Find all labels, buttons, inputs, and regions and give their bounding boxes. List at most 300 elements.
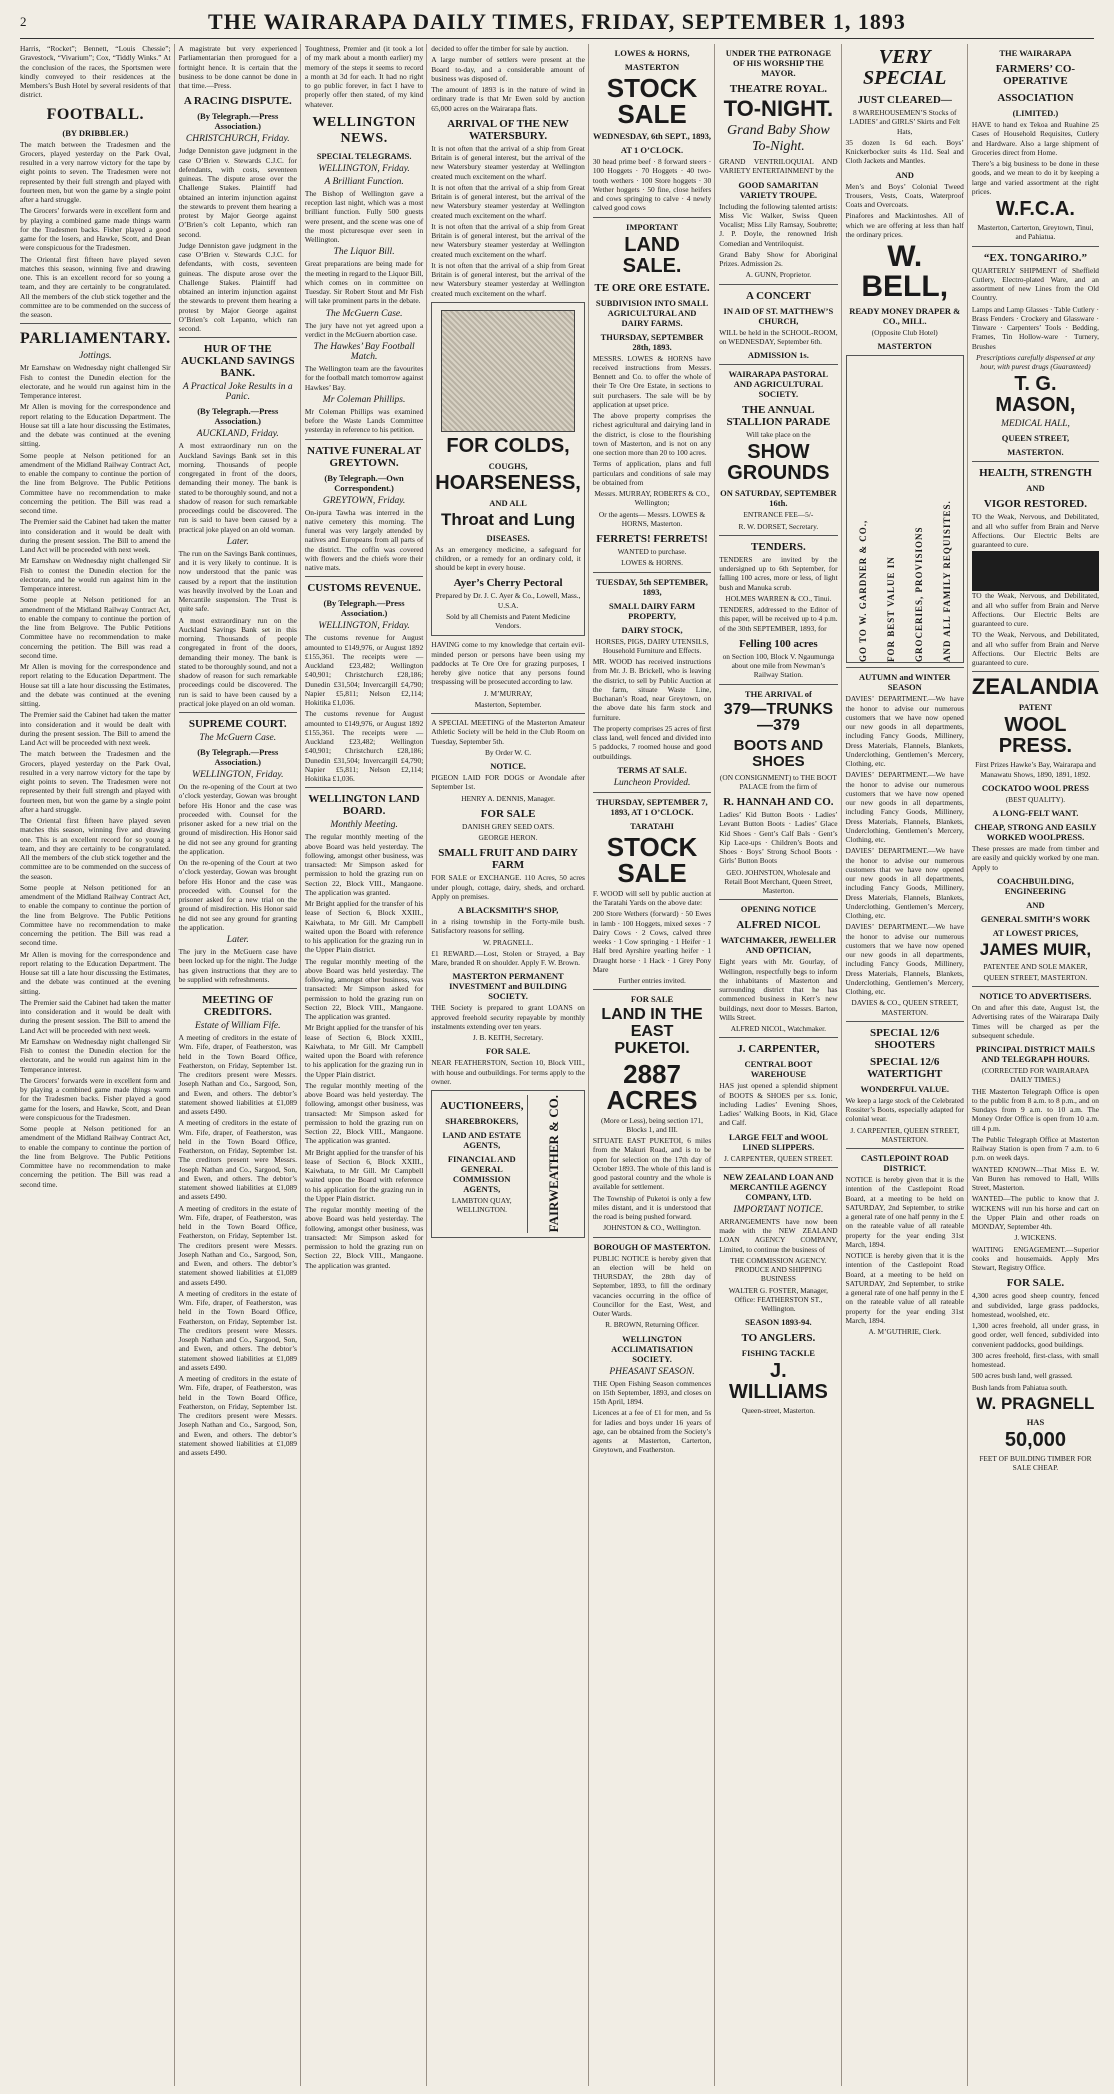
nicol-paragraph: Eight years with Mr. Gourlay, of Wellington, respectfully begs to inform the inhabitants of Masterton and surrounding district that he has commenced business in Kerr’s new buildings, next door to Messrs. Barton, Wills Street. — [719, 957, 838, 1022]
for-sale-heading: FOR SALE. — [485, 1046, 531, 1057]
news-paragraph: Mr Coleman Phillips was examined before the Waste Lands Committee yesterday in reference to his petition. — [304, 406, 424, 435]
concert-sub: IN AID OF ST. MATTHEW’S CHURCH, — [723, 305, 834, 326]
building-society-heading: MASTERTON PERMANENT INVESTMENT and BUILDING SOCIETY. — [449, 971, 568, 1002]
blacksmith-signature: W. PRAGNELL. — [482, 937, 534, 947]
subdivision-label: SUBDIVISION INTO SMALL AGRICULTURAL AND DAIRY FARMS. — [595, 297, 709, 328]
land-board-paragraph: The regular monthly meeting of the above Board was held yesterday. The following, amongst other business, was transacted: Mr Simpson asked for permission to hold the grazing run on Section 22, Block VIII., Mangaone. The application was granted. — [304, 1205, 424, 1270]
wanted-notice: WANTED—The public to know that J. WICKENS will run his horse and cart on the Upper Plain and other roads on MONDAY, September 4th. — [971, 1194, 1099, 1232]
wfca-paragraph: There’s a big business to be done in these goods, and we mean to do it by keeping a large and varied assortment at the right prices. — [971, 159, 1099, 196]
wanted-signature: J. WICKENS. — [1014, 1233, 1057, 1243]
borough-signature: R. BROWN, Returning Officer. — [605, 1320, 699, 1330]
wfca-paragraph: HAVE to hand ex Tekoa and Ruahine 25 Cases of Household Requisites, Cutlery and Hardware. Also a large shipment of Groceries direct from Home. — [971, 120, 1099, 157]
mails-heading: PRINCIPAL DISTRICT MAILS AND TELEGRAPH HOURS. — [975, 1044, 1096, 1065]
tenders-signature: HOLMES WARREN & CO., Tinui. — [725, 593, 832, 603]
gardner-advertisement — [846, 355, 964, 663]
parliamentary-paragraph: Mr Allen is moving for the correspondence and report relating to the Education Department. The House sat till a late hour discussing the Estimates, and the debate was continued at the evening sitting. — [20, 949, 171, 996]
divider — [719, 684, 837, 685]
divider — [972, 986, 1099, 987]
tongariro-paragraph: QUARTERLY SHIPMENT of Sheffield Cutlery, Electro-plated Ware, and an assortment of new Lines from the Old Country. — [971, 265, 1099, 303]
racing-paragraph: Judge Denniston gave judgment in the case O’Brien v. Stewards C.J.C. for defendants, with costs, seventeen guineas. The dispute arose over the Challenge Stakes. Plaintiff had obtained an interim injunction against the stewards to prevent them hearing a protest by Major George against O’Brien’s colt Lepanto, which ran second. — [178, 146, 297, 239]
column-5 — [593, 44, 715, 2086]
timber-amount: 50,000 — [1004, 1428, 1067, 1451]
pigeon-signature: HENRY A. DENNIS, Manager. — [461, 793, 555, 803]
wfca-subheading: FARMERS’ CO-OPERATIVE — [995, 63, 1076, 87]
nicol-signature: ALFRED NICOL, Watchmaker. — [730, 1024, 827, 1034]
creditors-paragraph: A meeting of creditors in the estate of Wm. Fife, draper, of Featherston, was held in the Town Board Office, Featherston, on Friday, September 1st. The creditors present were Messrs. Joseph Nathan and Co., Sargood, Son, and Ewen, and others. The debtor’s statement showed liabilities at £1,089 and assets £490. — [178, 1033, 297, 1116]
dairy-sale-paragraph: MR. WOOD has received instructions from Mr. J. B. Brickell, who is leaving the district, to sell by Public Auction at the farm, situate Waste Line, Buchanan’s Road, near Greytown, on the above date his farm stock and furniture. — [592, 657, 712, 722]
auctioneers-advertisement — [431, 1090, 585, 1238]
savings-bank-paragraph: A most extraordinary run on the Auckland Savings Bank set in this morning. Thousands of people congregated in front of the doors, demanding their money. The bank is stated to be thoroughly sound, and not a shadow of reason for such remarkable proceedings could be discovered. The run is said to have been caused by a practical joke played on an old woman. — [178, 441, 297, 534]
taratahi-stock-sale: STOCK SALE — [606, 831, 698, 888]
divider — [846, 667, 964, 668]
trespass-notice: HAVING come to my knowledge that certain evil-minded person or persons have been using my paddocks at Te Ore Ore for grazing purposes, I hereby give notice that any persons found trespassing will be prosecuted according to law. — [431, 640, 585, 687]
signature-plate — [972, 551, 1099, 591]
mason-name: T. G. MASON, — [995, 373, 1076, 417]
building-society-signature: J. B. KEITH, Secretary. — [472, 1033, 544, 1043]
divider — [972, 246, 1099, 247]
parliamentary-paragraph: Some people at Nelson petitioned for an amendment of the Midland Railway Contract Act, to enable the company to continue the portion of the line from Belgrove. The Public Petitions Committee have no recommendation to make concerning the petition. The Bill was read a second time. — [20, 595, 171, 660]
taratahi-paragraph: F. WOOD will sell by public auction at the Taratahi Yards on the above date: — [592, 888, 712, 907]
page-number: 2 — [20, 14, 27, 29]
puketoi-heading: LAND IN THE EAST PUKETOI. — [601, 1006, 703, 1057]
acclimatisation-paragraph: Licences at a fee of £1 for men, and 5s for ladies and boys under 16 years of age, can be obtained from the Society’s agents at Masterton, Carterton, Greytown, and Featherston. — [592, 1408, 712, 1455]
show-date: ON SATURDAY, SEPTEMBER 16th. — [720, 488, 837, 509]
column-lead: decided to offer the timber for sale by auction. — [431, 44, 569, 53]
trespass-place: Masterton, September. — [474, 699, 542, 709]
board-paragraph: A large number of settlers were present at the Board to-day, and a considerable amount of business was disposed of. — [431, 55, 585, 83]
divider — [719, 284, 837, 285]
land-board-paragraph: The regular monthly meeting of the above Board was held yesterday. The following, amongst other business, was transacted: Mr Simpson asked for permission to hold the grazing run on Section 22, Block VIII., Mangaone. The application was granted. — [304, 832, 424, 897]
divider — [593, 572, 711, 573]
column-4 — [431, 44, 589, 2086]
parliamentary-paragraph: Mr Allen is moving for the correspondence and report relating to the Education Department. The House sat till a late hour discussing the Estimates, and the debate was continued at the evening sitting. — [20, 662, 171, 708]
has-label: HAS — [1026, 1416, 1045, 1427]
and-label: AND — [895, 169, 914, 180]
concert-heading: A CONCERT — [746, 289, 811, 302]
williams-address: Queen-street, Masterton. — [741, 1406, 815, 1416]
customs-paragraph: The customs revenue for August amounted to £149,976, or August 1892 £155,361. The receipts were — Auckland £23,482; Wellington £40,901; Christchurch £28,186; Dunedin £31,504; Invercargill £4,790; Napier £5,811; Nelson £2,114; Hokitika £1,036. — [304, 709, 424, 783]
general-smith-heading: GENERAL SMITH’S WORK — [980, 913, 1091, 924]
tongariro-list: Lamps and Lamp Glasses · Table Cutlery · Brass Fenders · Crockery and Glassware · Tinware · Carpenters’ Tools · Bedding, Frames, Tin Hollow-ware · Turnery, Brushes — [971, 304, 1099, 351]
liquor-bill-heading: The Liquor Bill. — [333, 247, 395, 258]
patronage-label: UNDER THE PATRONAGE OF HIS WORSHIP THE MAYOR. — [725, 48, 832, 78]
divider — [593, 989, 711, 990]
board-paragraph: The amount of 1893 is in the nature of wind in ordinary trade is that Mr Ewen sold by auction 65,000 acres on the Wairarapa flats. — [431, 85, 585, 113]
muir-address: QUEEN STREET, MASTERTON. — [983, 972, 1088, 982]
advert-throat-lung: Throat and Lung — [441, 509, 576, 529]
baby-show-heading: Grand Baby Show To-Night. — [727, 123, 830, 154]
and-label: AND — [1026, 483, 1045, 494]
savings-bank-paragraph: The run on the Savings Bank continues, and it is very likely to continue. It is now understood that the panic was caused by a report that the institution was heavily involved by the Loan and Mercantile suspension. The Trust is quite safe. — [178, 548, 297, 614]
divider — [593, 217, 711, 218]
long-felt-want: A LONG-FELT WANT. — [992, 808, 1079, 818]
very-special-heading: VERY SPECIAL — [863, 46, 947, 89]
mason-town: MASTERTON. — [1007, 447, 1064, 458]
for-sale-item: 4,300 acres good sheep country, fenced and subdivided, large grass paddocks, homestead, woolshed, etc. — [971, 1291, 1099, 1319]
wonder-paragraph: We keep a large stock of the Celebrated Rossiter’s Boots, especially adapted for colonial wear. — [845, 1095, 964, 1124]
wfca-limited: (LIMITED.) — [1012, 108, 1059, 118]
cheap-press-heading: CHEAP, STRONG AND EASILY WORKED WOOLPRESS. — [974, 822, 1097, 842]
hannah-name: R. HANNAH AND CO. — [723, 796, 834, 809]
show-grounds-heading: SHOW GROUNDS — [727, 441, 830, 485]
acres-heading: 2887 ACRES — [606, 1058, 698, 1115]
later-label: Later. — [226, 536, 249, 547]
supreme-court-paragraph: On the re-opening of the Court at two o’clock yesterday, Gowan was brought before His Honor and the case was proceeded with. Counsel for the prisoner asked for a new trial on the ground of misdirection. His Honor said he did not see any ground for granting the application. — [178, 782, 297, 856]
land-sale-date: THURSDAY, SEPTEMBER 28th, 1893. — [600, 331, 704, 352]
health-heading: HEALTH, STRENGTH — [979, 467, 1092, 480]
creditors-paragraph: A meeting of creditors in the estate of Wm. Fife, draper, of Featherston, was held in the Town Board Office, Featherston, on Friday, September 1st. The creditors present were Messrs. Joseph Nathan and Co., Sargood, Son, and Ewen, and others. The debtor’s statement showed liabilities at £1,089 and assets £490. — [178, 1374, 297, 1457]
wfca-heading: THE WAIRARAPA — [999, 48, 1072, 58]
creditors-paragraph: A meeting of creditors in the estate of Wm. Fife, draper, of Featherston, was held in the Town Board Office, Featherston, on Friday, September 1st. The creditors present were Messrs. Joseph Nathan and Co., Sargood, Son, and Ewen, and others. The debtor’s statement showed liabilities at £1,089 and assets £490. — [178, 1203, 297, 1287]
borough-paragraph: PUBLIC NOTICE is hereby given that an election will be held on THURSDAY, the 28th day of September, 1893, to fill the ordinary vacancies occurring in the office of Councillor for the East, West, and Outer Wards. — [592, 1253, 712, 1319]
funeral-byline: (By Telegraph.—Own Correspondent.) — [324, 472, 404, 493]
stock-sale-time: AT 1 O’CLOCK. — [620, 145, 684, 155]
williams-name: J. WILLIAMS — [728, 1360, 828, 1404]
column-lead: Harris, “Rocket”; Bennett, “Louis Chessie”; Gravestock, “Vivarium”; Cox, “Tiddly Winks.” At the conclusion of the races, the Sportsmen were kindly conveyed to their residences at the Members’s Bush Hotel by several residents of that district. — [20, 44, 171, 100]
parliamentary-paragraph: Mr Earnshaw on Wednesday night challenged Sir Fish to contest the Dunedin election for the electorate, and he would run against him in the Temperance interest. — [20, 1036, 171, 1074]
acres-signature: JOHNSTON & CO., Wellington. — [603, 1223, 701, 1233]
column-3 — [305, 44, 427, 2086]
parliamentary-paragraph: Mr Earnshaw on Wednesday night challenged Sir Fish to contest the Dunedin election for the electorate, and he would run against him in the Temperance interest. — [20, 556, 171, 593]
felling-heading: Felling 100 acres — [739, 637, 818, 650]
savings-bank-byline: (By Telegraph.—Press Association.) — [197, 406, 279, 427]
dairy-sale-date: TUESDAY, 5th SEPTEMBER, 1893, — [596, 576, 708, 597]
land-sale-paragraph: Terms of application, plans and full particulars and conditions of sale may be obtained from — [592, 459, 712, 487]
medical-hall: MEDICAL HALL, — [1000, 419, 1070, 430]
auctioneers-name: FAIRWEATHER & CO. — [546, 1095, 562, 1233]
vigor-paragraph: TO the Weak, Nervous, and Debilitated, and all who suffer from Brain and Nerve Affections. Our Electric Belts are guaranteed to cure. — [971, 630, 1099, 667]
supreme-court-place: WELLINGTON, Friday. — [192, 770, 284, 780]
just-cleared: JUST CLEARED— — [857, 94, 952, 106]
concert-paragraph: Grand Baby Show for Aboriginal Prizes. Admission 2s. — [719, 249, 838, 268]
advert-note: Sold by all Chemists and Patent Medicine Vendors. — [446, 611, 571, 631]
opening-notice: OPENING NOTICE — [740, 904, 817, 915]
stallion-parade-heading: THE ANNUAL STALLION PARADE — [726, 404, 831, 428]
wonderful-value: WONDERFUL VALUE. — [860, 1083, 949, 1094]
native-funeral-heading: NATIVE FUNERAL AT GREYTOWN. — [307, 444, 422, 469]
advert-copy: As an emergency medicine, a safeguard for children, or a remedy for an ordinary cold, it should be kept in every house. — [435, 544, 581, 573]
coleman-heading: Mr Coleman Phillips. — [322, 394, 406, 405]
divider — [179, 337, 297, 338]
column-1 — [20, 44, 175, 2086]
parliamentary-paragraph: The Premier said the Cabinet had taken the matter into consideration and it would be dealt with during the present session. The Bill to amend the Land Act will be proceeded with next week. — [20, 997, 171, 1035]
special-meeting-notice: A SPECIAL MEETING of the Masterton Amateur Athletic Society will be held in the Club Room on Tuesday, September 5th. — [431, 718, 585, 746]
divider — [719, 535, 837, 536]
customs-place: WELLINGTON, Friday. — [318, 621, 410, 632]
customs-paragraph: The customs revenue for August amounted to £149,976, or August 1892 £155,361. The receipts were — Auckland £23,482; Wellington £40,901; Christchurch £28,186; Dunedin £31,504; Invercargill £4,790; Napier £5,811; Nelson £2,114; Hokitika £1,036. — [304, 633, 424, 707]
show-signature: R. W. DORSET, Secretary. — [738, 521, 819, 531]
boots-heading: BOOTS AND SHOES — [733, 737, 824, 770]
for-sale-heading: FOR SALE — [630, 994, 674, 1005]
supreme-court-heading: SUPREME COURT. — [188, 718, 287, 730]
news-paragraph: The Wellington team are the favourites for the football match tomorrow against Hawkes’ Bay. — [304, 364, 424, 392]
carpenter-paragraph: HAS just opened a splendid shipment of BOOTS & SHOES per s.s. Ionic, including Ladies’ Evening Shoes, Ladies’ Walking Boots, in Kid, Glace and Calf. — [719, 1081, 838, 1128]
gardner-line: GROCERIES, PROVISIONS — [913, 526, 924, 663]
parliamentary-paragraph: Some people at Nelson petitioned for an amendment of the Midland Railway Contract Act, to enable the company to continue the portion of the line from Belgrove. The Public Petitions Committee have no recommendation to make concerning the petition. The Bill was read a second time. — [20, 882, 171, 948]
divider — [972, 671, 1099, 672]
notice-heading: NOTICE. — [490, 761, 526, 772]
land-sale-paragraph: The above property comprises the richest agricultural and dairying land in the district, is close to the flourishing town of Masterton, and is not on any one section more than 20 to 100 acres. — [592, 411, 712, 457]
bell-sub: READY MONEY DRAPER & CO., MILL. — [849, 306, 961, 326]
patent-label: PATENT — [1018, 702, 1053, 713]
football-heading: FOOTBALL. — [46, 105, 144, 123]
loan-company-signature: WALTER G. FOSTER, Manager, Office: FEATHERSTON ST., Wellington. — [728, 1285, 828, 1314]
arrival-heading: ARRIVAL OF THE NEW WATERSBURY. — [447, 117, 569, 142]
special-watertight: SPECIAL 12/6 WATERTIGHT — [867, 1055, 943, 1080]
and-label: AND — [1026, 899, 1045, 910]
advert-colds-heading: FOR COLDS, — [446, 434, 570, 457]
cleared-paragraph: Pinafores and Mackintoshes. All of which we are offering at less than half the ordinary prices. — [845, 211, 964, 239]
football-paragraph: The Oriental first fifteen have played seven matches this season, winning five and drawing one. This is an excellent record for so young a team, and they are certainly to be congratulated. All the members of the club stick together and the committee are to be commended on the success of the season. — [20, 254, 171, 319]
football-paragraph: The match between the Tradesmen and the Grocers, played yesterday on the Park Oval, resulted in a very narrow victory for the tape by eight points to seven. The Tradesmen were not represented by their full strength and played with fourteen men, but won the game by a single point after a hard struggle. — [20, 139, 171, 204]
lowest-prices: AT LOWEST PRICES, — [992, 927, 1079, 938]
winter-season-heading: AUTUMN and WINTER SEASON — [858, 672, 951, 693]
football-paragraph: The Oriental first fifteen have played seven matches this season, winning five and drawing one. This is an excellent record for so young a team, and they are certainly to be congratulated. All the members of the club stick together and the committee are to be commended on the success of the season. — [20, 816, 171, 881]
building-society-paragraph: THE Society is prepared to grant LOANS on approved freehold security repayable by monthly instalments extending over ten years. — [431, 1003, 585, 1031]
later-label: Later. — [226, 935, 249, 945]
advertisers-paragraph: On and after this date, August 1st, the Advertising rates of the Wairarapa Daily Times will be charged as per the subsequent schedule. — [971, 1003, 1099, 1040]
mason-street: QUEEN STREET, — [1001, 433, 1070, 444]
arrival-paragraph: It is not often that the arrival of a ship from Great Britain is of general interest, but the arrival of the new Watersbury steamer yesterday at Wellington created much excitement on the wharf. — [431, 221, 585, 259]
arrival-label: THE ARRIVAL of — [744, 688, 812, 699]
castlepoint-paragraph: NOTICE is hereby given that it is the intention of the Castlepoint Road Board, at a meeting to be held on SATURDAY, 2nd September, to strike a general rate of one half penny in the £ on the rateable value of all rateable property for the year ending 31st March, 1894. — [845, 1251, 964, 1325]
concert-title: GRAND VENTRILOQUIAL AND VARIETY ENTERTAINMENT by the — [719, 157, 838, 176]
wanted-notice: WAITING ENGAGEMENT.—Superior cooks and housemaids. Apply Mrs Stewart, Registry Office. — [971, 1244, 1099, 1273]
news-paragraph: The Bishop of Wellington gave a reception last night, which was a most brilliant function. Fully 500 guests were present, and the scene was one of the most picturesque ever seen in Wellington. — [304, 188, 424, 244]
advert-and-all: AND ALL — [489, 497, 527, 508]
for-sale-item: 500 acres bush land, well grassed. — [971, 1371, 1073, 1381]
football-paragraph: The match between the Tradesmen and the Grocers, played yesterday on the Park Oval, resulted in a very narrow victory for the tape by eight points to seven. The Tradesmen were not represented by their full strength and played with fourteen men, but won the game by a single point after a hard struggle. — [20, 749, 171, 814]
divider — [179, 988, 297, 989]
boots-signature: GEO. JOHNSTON, Wholesale and Retail Boot Merchant, Queen Street, Masterton. — [724, 867, 833, 896]
land-board-heading: WELLINGTON LAND BOARD. — [308, 793, 420, 818]
show-paragraph: Will take place on the — [746, 430, 811, 439]
column-lead: A magistrate but very experienced Parliamentarian then prorogued for a fortnight hence. It is certain that the business to be done cannot be done in that time.—Press. — [178, 44, 297, 90]
wool-press-heading: WOOL PRESS. — [998, 714, 1073, 758]
parliamentary-subheading: Jottings. — [79, 351, 112, 362]
admission-label: ADMISSION 1s. — [747, 350, 809, 360]
wellington-news-heading: WELLINGTON NEWS. — [312, 114, 416, 146]
newspaper-title: THE WAIRARAPA DAILY TIMES, FRIDAY, SEPTEMBER 1, 1893 — [208, 9, 906, 34]
special-meeting-signature: By Order W. C. — [484, 747, 532, 757]
cockatoo-heading: COCKATOO WOOL PRESS — [981, 782, 1090, 793]
advert-hoarseness: HOARSENESS, — [435, 471, 581, 494]
brilliant-function-heading: A Brilliant Function. — [324, 176, 404, 187]
divider — [719, 899, 837, 900]
show-fee: ENTRANCE FEE—5/- — [743, 510, 814, 520]
advertisers-heading: NOTICE TO ADVERTISERS. — [979, 991, 1092, 1002]
boots-list: Ladies’ Kid Button Boots · Ladies’ Levant Button Boots · Ladies’ Glace Kid Shoes · Gent’s Calf Bals · Gent’s Kip Lace-ups · Children’s Boots and Shoes · Boys’ Strong School Boots · Girls’ Button Boots — [719, 810, 838, 866]
dairy-items: HORSES, PIGS, DAIRY UTENSILS, Household Furniture and Effects. — [595, 636, 709, 655]
football-byline: (BY DRIBBLER.) — [62, 127, 129, 138]
land-board-paragraph: Mr Bright applied for the transfer of his lease of Section 6, Block XXIII., Kaiwhata, to Mr Gill. Mr Campbell waited upon the Board with reference to his application for the grazing run in the Upper Plain district. — [304, 899, 424, 955]
cleared-paragraph: 35 dozen 1s 6d each. Boys’ Knickerbocker suits 4s 11d. Seal and Cloth Jackets and Mantles. — [845, 137, 964, 166]
for-sale-item: 300 acres freehold, first-class, with small homestead. — [971, 1350, 1099, 1370]
divider — [846, 1021, 964, 1022]
pigeon-notice: PIGEON LAID FOR DOGS or Avondale after September 1st. — [431, 773, 585, 792]
muir-sub: PATENTEE AND SOLE MAKER, — [983, 961, 1088, 971]
savings-bank-place: AUCKLAND, Friday. — [196, 429, 279, 440]
concert-paragraph: Including the following talented artists: Miss Vic Walker, Swiss Queen Vocalist; Miss Lily Ramsay, Soubrette; J. P. Doyle, the renowned Irish Comedian and Ventriloquist. — [719, 201, 838, 248]
cockatoo-subtext: (BEST QUALITY). — [1005, 794, 1066, 804]
savings-bank-heading: HUR OF THE AUCKLAND SAVINGS BANK. — [180, 343, 295, 380]
funeral-paragraph: On-ipura Tawha was interred in the native cemetery this morning. The funeral was very largely attended by natives and Europeans from all parts of the district. The coffin was covered with flowers and the chiefs wore their native mats. — [304, 507, 424, 572]
winter-signature: DAVIES & CO., QUEEN STREET, MASTERTON. — [851, 998, 959, 1017]
for-sale-item: 1,300 acres freehold, all under grass, in good order, well fenced, subdivided into convenient paddocks, good buildings. — [971, 1321, 1099, 1349]
taratahi-entries: Further entries invited. — [618, 976, 686, 985]
timber-paragraph: FEET OF BUILDING TIMBER FOR SALE CHEAP. — [979, 1453, 1092, 1472]
racing-place: CHRISTCHURCH, Friday. — [185, 134, 290, 145]
customs-heading: CUSTOMS REVENUE. — [307, 582, 421, 595]
savings-bank-paragraph: A most extraordinary run on the Auckland Savings Bank set in this morning. Thousands of people congregated in front of the doors, demanding their money. The bank is stated to be thoroughly sound, and not a shadow of reason for such remarkable proceedings could be discovered. The run is said to have been caused by a practical joke played on an old woman. — [178, 615, 297, 708]
zealandia-heading: ZEALANDIA — [971, 674, 1099, 700]
vigor-paragraph: TO the Weak, Nervous, and Debilitated, and all who suffer from Brain and Nerve Affections. Our Electric Belts are guaranteed to cure. — [971, 591, 1099, 628]
column-lead: Toughtness, Premier and (it took a lot of my mark about a month earlier) my memory of the steps it seems to record a month at 3d for each. It had no right to go public forever, in fact I have to properly offer then stated, of my kind whatever. — [304, 44, 424, 109]
seed-oats: DANISH GREY SEED OATS. — [462, 821, 555, 831]
tackle-heading: FISHING TACKLE — [741, 1348, 815, 1359]
gardner-rotated-text — [849, 356, 961, 662]
ayer-advertisement — [431, 302, 585, 637]
supreme-court-paragraph: The jury in the McGuern case have been locked up for the night. The Judge has given instructions that they are to be supplied with refreshments. — [178, 947, 297, 984]
stock-sale-date: WEDNESDAY, 6th SEPT., 1893, — [593, 131, 712, 141]
cleared-paragraph: Men’s and Boys’ Colonial Tweed Trousers, Vests, Coats, Waterproof Coats and Overcoats. — [845, 181, 964, 209]
mails-paragraph: THE Masterton Telegraph Office is open to the public from 8 a.m. to 8 p.m., and on Sundays from 9 a.m. to 10 a.m. The Money Order Office is open from 10 a.m. till 4 p.m. — [971, 1086, 1099, 1133]
winter-paragraph: DAVIES’ DEPARTMENT.—We have the honor to advise our numerous customers that we have now opened our new goods in all departments, including Fancy Goods, Millinery, Dress Materials, Flannels, Blankets, Underclothing, Gentlemen’s Mercery, Clothing, etc. — [845, 922, 964, 996]
wfca-association: ASSOCIATION — [997, 92, 1074, 104]
advert-coughs: COUGHS, — [488, 460, 528, 471]
arrival-paragraph: It is not often that the arrival of a ship from Great Britain is of general interest, but the arrival of the new Watersbury steamer yesterday at Wellington created much excitement on the wharf. — [431, 260, 585, 298]
ferrets-signature: LOWES & HORNS. — [621, 558, 683, 568]
gardner-line: GO TO W. GARDNER & CO., — [857, 520, 868, 663]
land-board-paragraph: The regular monthly meeting of the above Board was held yesterday. The following, amongst other business, was transacted: Mr Simpson asked for permission to hold the grazing run on Section 22, Block VIII., Mangaone. The application was granted. — [304, 1080, 424, 1146]
blacksmith-heading: A BLACKSMITH’S SHOP, — [457, 905, 559, 916]
acclimatisation-heading: WELLINGTON ACCLIMATISATION SOCIETY. — [611, 1333, 693, 1364]
column-8 — [972, 44, 1102, 2086]
for-sale-item: Bush lands from Pahiatua south. — [971, 1382, 1068, 1392]
tonight-heading: TO-NIGHT. — [723, 96, 834, 121]
taratahi-date: THURSDAY, SEPTEMBER 7, 1893, AT 1 O’CLOCK. — [596, 796, 708, 817]
coachbuilding-heading: COACHBUILDING, ENGINEERING — [997, 875, 1074, 896]
masterton-label: MASTERTON — [624, 62, 680, 72]
nicol-trade: WATCHMAKER, JEWELLER AND OPTICIAN, — [720, 935, 837, 956]
funeral-place: GREYTOWN, Friday. — [322, 495, 406, 506]
divider — [431, 713, 585, 714]
land-sale-heading: LAND SALE. — [622, 233, 682, 277]
land-sale-agent: Messrs. MURRAY, ROBERTS & CO., Wellington; — [594, 489, 710, 508]
advert-illustration — [441, 310, 575, 432]
supreme-court-byline: (By Telegraph.—Press Association.) — [197, 747, 279, 767]
loan-company-heading: NEW ZEALAND LOAN AND MERCANTILE AGENCY COMPANY, LTD. — [723, 1171, 834, 1202]
parliamentary-paragraph: Some people at Nelson petitioned for an amendment of the Midland Railway Contract Act, to enable the company to continue the portion of the line from Belgrove. The Public Petitions Committee have no recommendation to make concerning the petition. The Bill was read a second time. — [20, 450, 171, 515]
gardner-line: FOR BEST VALUE IN — [885, 556, 896, 663]
loan-company-paragraph: ARRANGEMENTS have now been made with the NEW ZEALAND LOAN AGENCY COMPANY, Limited, to continue the business of — [719, 1216, 838, 1254]
ferrets-paragraph: WANTED to purchase. — [617, 547, 687, 556]
dairy-sale-paragraph: The property comprises 25 acres of first class land, well fenced and divided into 5 paddocks, 7 roomed house and good outbuildings. — [592, 723, 712, 761]
borough-heading: BOROUGH OF MASTERTON. — [593, 1241, 711, 1252]
tenders-paragraph: TENDERS are invited by the undersigned up to 6th September, for falling 100 acres, more or less, of light bush and Manuka scrub. — [719, 554, 838, 592]
customs-byline: (By Telegraph.—Press Association.) — [323, 598, 405, 619]
land-agents-heading: LAND AND ESTATE AGENTS, — [442, 1130, 522, 1151]
for-sale-heading: FOR SALE — [480, 807, 536, 820]
wfca-initials: W.F.C.A. — [995, 198, 1075, 220]
winter-paragraph: DAVIES’ DEPARTMENT.—We have the honor to advise our numerous customers that we have now opened our new goods in all departments, including Fancy Goods, Millinery, Dress Materials, Flannels, Blankets, Underclothing, Gentlemen’s Mercery, Clothing, etc. — [845, 770, 964, 844]
theatre-heading: THEATRE ROYAL. — [729, 83, 827, 95]
taratahi-label: TARATAHI — [630, 820, 674, 831]
creditors-paragraph: A meeting of creditors in the estate of Wm. Fife, draper, of Featherston, was held in the Town Board Office, Featherston, on Friday, September 1st. The creditors present were Messrs. Joseph Nathan and Co., Sargood, Son, and Ewen, and others. The debtor’s statement showed liabilities at £1,089 and assets £490. — [178, 1288, 297, 1372]
tenders-paragraph: TENDERS, addressed to the Editor of this paper, will be received up to 4 p.m. of the 30th SEPTEMBER, 1893, for — [719, 605, 838, 633]
vigor-paragraph: TO the Weak, Nervous, and Debilitated, and all who suffer from Brain and Nerve Affections. Our Electric Belts are guaranteed to cure. — [971, 512, 1099, 549]
creditors-heading: MEETING OF CREDITORS. — [202, 994, 274, 1018]
loan-company-paragraph: THE COMMISSION AGENCY. PRODUCE AND SHIPPING BUSINESS — [730, 1255, 827, 1284]
lowes-horns-name: LOWES & HORNS, — [614, 48, 690, 58]
seed-oats-signature: GEORGE HERON. — [478, 833, 538, 843]
wool-press-prizes: First Prizes Hawke’s Bay, Wairarapa and Manawatu Shows, 1890, 1891, 1892. — [975, 760, 1096, 779]
arrival-paragraph: It is not often that the arrival of a ship from Great Britain is of general interest, but the arrival of the new Watersbury steamer yesterday at Wellington created much excitement on the wharf. — [431, 182, 585, 220]
special-shooters: SPECIAL 12/6 SHOOTERS — [870, 1026, 940, 1051]
divider — [305, 576, 423, 577]
divider — [972, 461, 1099, 462]
bell-name: W. BELL, — [861, 240, 949, 303]
concert-paragraph: WILL be held in the SCHOOL-ROOM, on WEDNESDAY, September 6th. — [719, 327, 838, 346]
wfca-address: Masterton, Carterton, Greytown, Tinui, and Pahiatua. — [977, 223, 1094, 242]
stock-sale-heading: STOCK SALE — [606, 73, 698, 129]
parliamentary-heading: PARLIAMENTARY. — [20, 330, 171, 348]
commission-agents-heading: FINANCIAL AND GENERAL COMMISSION AGENTS, — [447, 1154, 516, 1195]
estate-name: TE ORE ORE ESTATE. — [594, 281, 710, 294]
carpenter-name: J. CARPENTER, — [737, 1043, 820, 1056]
auctioneers-heading: AUCTIONEERS, — [440, 1100, 524, 1113]
acclimatisation-paragraph: THE Open Fishing Season commences on 15th September, 1893, and closes on 15th April, 1894. — [592, 1378, 712, 1407]
masthead — [20, 6, 1094, 39]
racing-heading: A RACING DISPUTE. — [183, 95, 292, 108]
land-sale-agent: Or the agents— Messrs. LOWES & HORNS, Masterton. — [598, 509, 706, 528]
land-board-paragraph: Mr Bright applied for the transfer of his lease of Section 6, Block XXIII., Kaiwhata, to Mr Gill. Mr Campbell waited upon the Board with reference to his application for the grazing run in the Upper Plain district. — [304, 1023, 424, 1079]
acres-paragraph: SITUATE EAST PUKETOI, 6 miles from the Makuri Road, and is to be open for selection on the 17th day of October 1893. The whole of this land is good pastoral country and the whole is available for settlement. — [592, 1136, 712, 1192]
carpenter-signature: J. CARPENTER, QUEEN STREET. — [724, 1153, 833, 1163]
divider — [719, 364, 837, 365]
castlepoint-signature: A. M’GUTHRIE, Clerk. — [868, 1327, 941, 1336]
supreme-court-paragraph: On the re-opening of the Court at two o’clock yesterday, Gowan was brought before His Honor and the case was proceeded with. Counsel for the prisoner asked for a new trial on the ground of misdirection. His Honor said he did not see any ground for granting the application. — [178, 858, 297, 932]
divider — [719, 1167, 837, 1168]
advert-diseases: DISEASES. — [486, 532, 530, 543]
important-label: IMPORTANT — [626, 221, 679, 232]
acres-paragraph: The Township of Puketoi is only a few miles distant, and it is understood that the road is being pushed forward. — [592, 1193, 712, 1222]
for-sale-paragraph: NEAR FEATHERSTON, Section 10, Block VIII., with house and outbuildings. For terms apply to the owner. — [431, 1058, 585, 1086]
terms-label: TERMS AT SALE. — [617, 764, 687, 775]
football-paragraph: The Grocers’ forwards were in excellent form and by playing a combined game made things warm for the Tradesmen backs. Fisher played a good game for the losers, and Hawke, Scott, and Dean were conspicuous for the Tradesmen. — [20, 1075, 171, 1122]
columns — [20, 44, 1102, 2086]
racing-byline: (By Telegraph.—Press Association.) — [197, 111, 279, 132]
prescriptions-line: Prescriptions carefully dispensed at any hour, with purest drugs (Guaranteed) — [976, 352, 1095, 371]
creditors-subheading: Estate of William Fife. — [195, 1021, 281, 1031]
special-telegrams-label: SPECIAL TELEGRAMS. — [316, 150, 412, 161]
divider — [20, 323, 171, 324]
parliamentary-paragraph: The Premier said the Cabinet had taken the matter into consideration and it would be dealt with during the present session. The Bill to amend the Land Act will be proceeded with next week. — [20, 517, 171, 554]
news-place: WELLINGTON, Friday. — [318, 163, 410, 174]
dairy-stock-label: DAIRY STOCK, — [621, 624, 683, 635]
mails-paragraph: The Public Telegraph Office at Masterton Railway Station is open from 7 a.m. to 6 p.m. on week days. — [971, 1134, 1099, 1163]
boots-from: (ON CONSIGNMENT) to THE BOOT PALACE from the firm of — [719, 772, 837, 791]
concert-signature: A. GUNN, Proprietor. — [745, 270, 812, 280]
cheap-press-paragraph: These presses are made from timber and are easily and quickly worked by one man. Apply to — [971, 844, 1099, 872]
parliamentary-paragraph: Some people at Nelson petitioned for an amendment of the Midland Railway Contract Act, to enable the company to continue the portion of the line from Belgrove. The Public Petitions Committee have no recommendation to make concerning the petition. The Bill was read a second time. — [20, 1124, 171, 1189]
season-label: SEASON 1893-94. — [745, 1317, 812, 1328]
muir-name: JAMES MUIR, — [979, 939, 1092, 959]
society-heading: WAIRARAPA PASTORAL AND AGRICULTURAL SOCIETY. — [728, 369, 829, 399]
acres-subtext: (More or Less), being section 171, Blocks 1, and III. — [601, 1115, 704, 1134]
mails-byline: (CORRECTED FOR WAIRARAPA DAILY TIMES.) — [981, 1066, 1090, 1085]
supreme-court-subheading: The McGuern Case. — [199, 733, 277, 743]
